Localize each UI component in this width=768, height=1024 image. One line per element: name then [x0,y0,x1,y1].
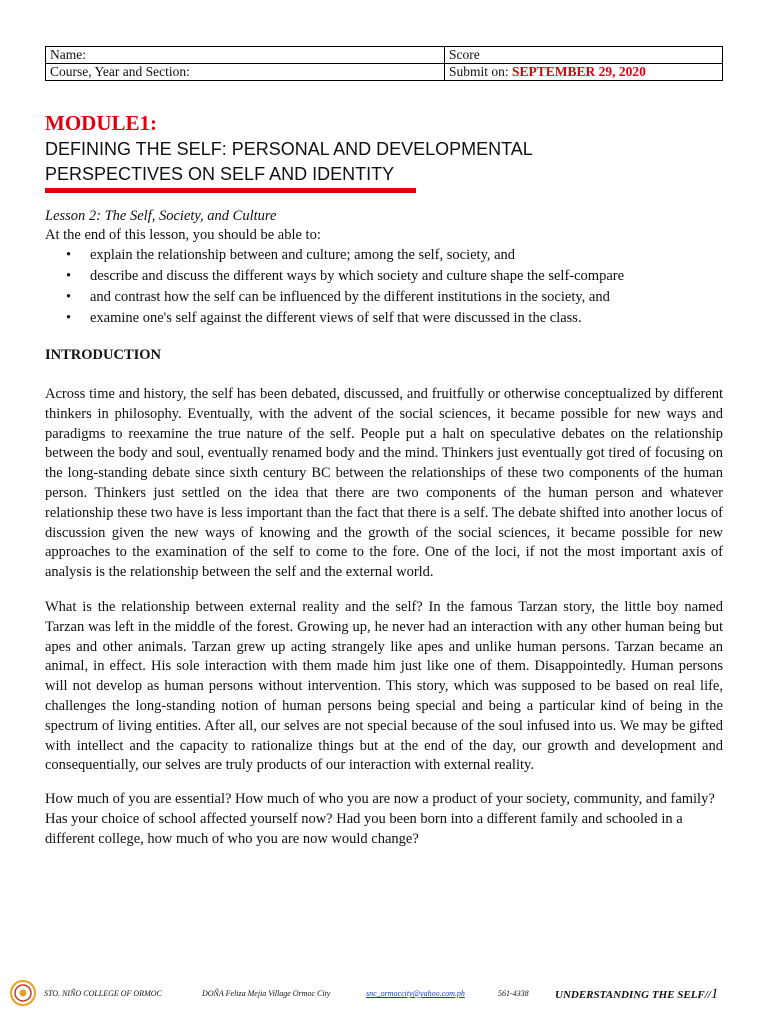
bullet-icon: • [66,247,72,263]
name-label: Name: [50,47,86,62]
list-item [45,288,624,309]
college-seal-icon [10,980,36,1006]
course-field[interactable] [46,64,445,81]
submit-date: SEPTEMBER 29, 2020 [512,64,646,79]
bullet-icon: • [66,310,72,326]
list-item [45,309,624,330]
course-label: Course, Year and Section: [50,64,190,79]
objectives-list [45,246,624,330]
objective-text: and contrast how the self can be influenced by the different institutions in the society, and [90,289,610,305]
footer-phone: 561-4338 [498,989,529,998]
page-number: 1 [710,986,719,1002]
header-info-table [45,46,723,81]
introduction-heading: INTRODUCTION [45,347,162,363]
score-field[interactable] [445,47,723,64]
score-label: Score [449,47,480,62]
submit-label: Submit on: [449,64,513,79]
introduction-paragraph-3: How much of you are essential? How much of who you are now a product of your society, community, and family? Has your choice of school affected yourself now? Had you been born into a different family and schooled in a different college, how much of who you are now would change? [45,791,715,847]
footer-course-title-text: UNDERSTANDING THE SELF// [555,989,711,1001]
introduction-paragraph-2: What is the relationship between external reality and the self? In the famous Tarzan story, the little boy named Tarzan was left in the middle of the forest. Growing up, he never had an interaction with any other human being but apes and other animals. Tarzan grew up acting strangely like apes and unlike human persons. Tarzan became an animal, in effect. His sole interaction with them made him just like one of them. Disappointedly. Human persons will not develop as human persons without intervention. This story, which was supposed to be based on real life, challenges the long-standing notion of human persons being special and being a particular kind of being in the spectrum of living entities. After all, our selves are not special because of the soul infused into us. We may be gifted with intellect and the capacity to rationalize things but at the end of the day, our growth and development and consequentially, our selves are truly products of our interaction with external reality. [45,599,723,774]
objective-text: explain the relationship between and culture; among the self, society, and [90,247,516,263]
submit-field [445,64,723,81]
name-field[interactable] [46,47,445,64]
list-item [45,267,624,288]
title-underline-bar [45,188,416,193]
module-title: MODULE1: [45,111,157,135]
list-item [45,246,624,267]
objective-text: examine one's self against the different views of self that were discussed in the class. [90,310,582,326]
footer-course-title [555,986,718,1003]
footer-address: DOÑA Feliza Mejia Village Ormoc City [202,989,331,998]
introduction-paragraph-1: Across time and history, the self has been debated, discussed, and fruitfully or otherwise conceptualized by different thinkers in philosophy. Eventually, with the advent of the social sciences, it became possible for new ways and paradigms to reexamine the true nature of the self. People put a halt on speculative debates on the relationship between the body and soul, eventually renamed body and the mind. Thinkers just eventually got tired of focusing on the long-standing debate since sixth century BC between the relationships of these two components of the human person. Thinkers just settled on the idea that there are two components of the human person and whatever relationship these two have is less important than the fact that there is a self. The debate shifted into another locus of discussion given the new ways of knowing and the growth of the social sciences, it became possible for new approaches to the examination of the self to come to the fore. One of the loci, if not the most important axis of analysis is the relationship between the self and the external world. [45,386,723,581]
module-subtitle: DEFINING THE SELF: PERSONAL AND DEVELOPMENTAL PERSPECTIVES ON SELF AND IDENTITY [45,139,533,184]
footer-college: STO. NIÑO COLLEGE OF ORMOC [44,989,162,998]
bullet-icon: • [66,268,72,284]
lesson-title: Lesson 2: The Self, Society, and Culture [45,208,277,224]
lesson-intro: At the end of this lesson, you should be able to: [45,227,321,243]
footer-email-link[interactable]: snc_ormoccity@yahoo.com.ph [366,989,465,998]
page-footer [10,978,745,1010]
bullet-icon: • [66,289,72,305]
objective-text: describe and discuss the different ways by which society and culture shape the self-compare [90,268,625,284]
